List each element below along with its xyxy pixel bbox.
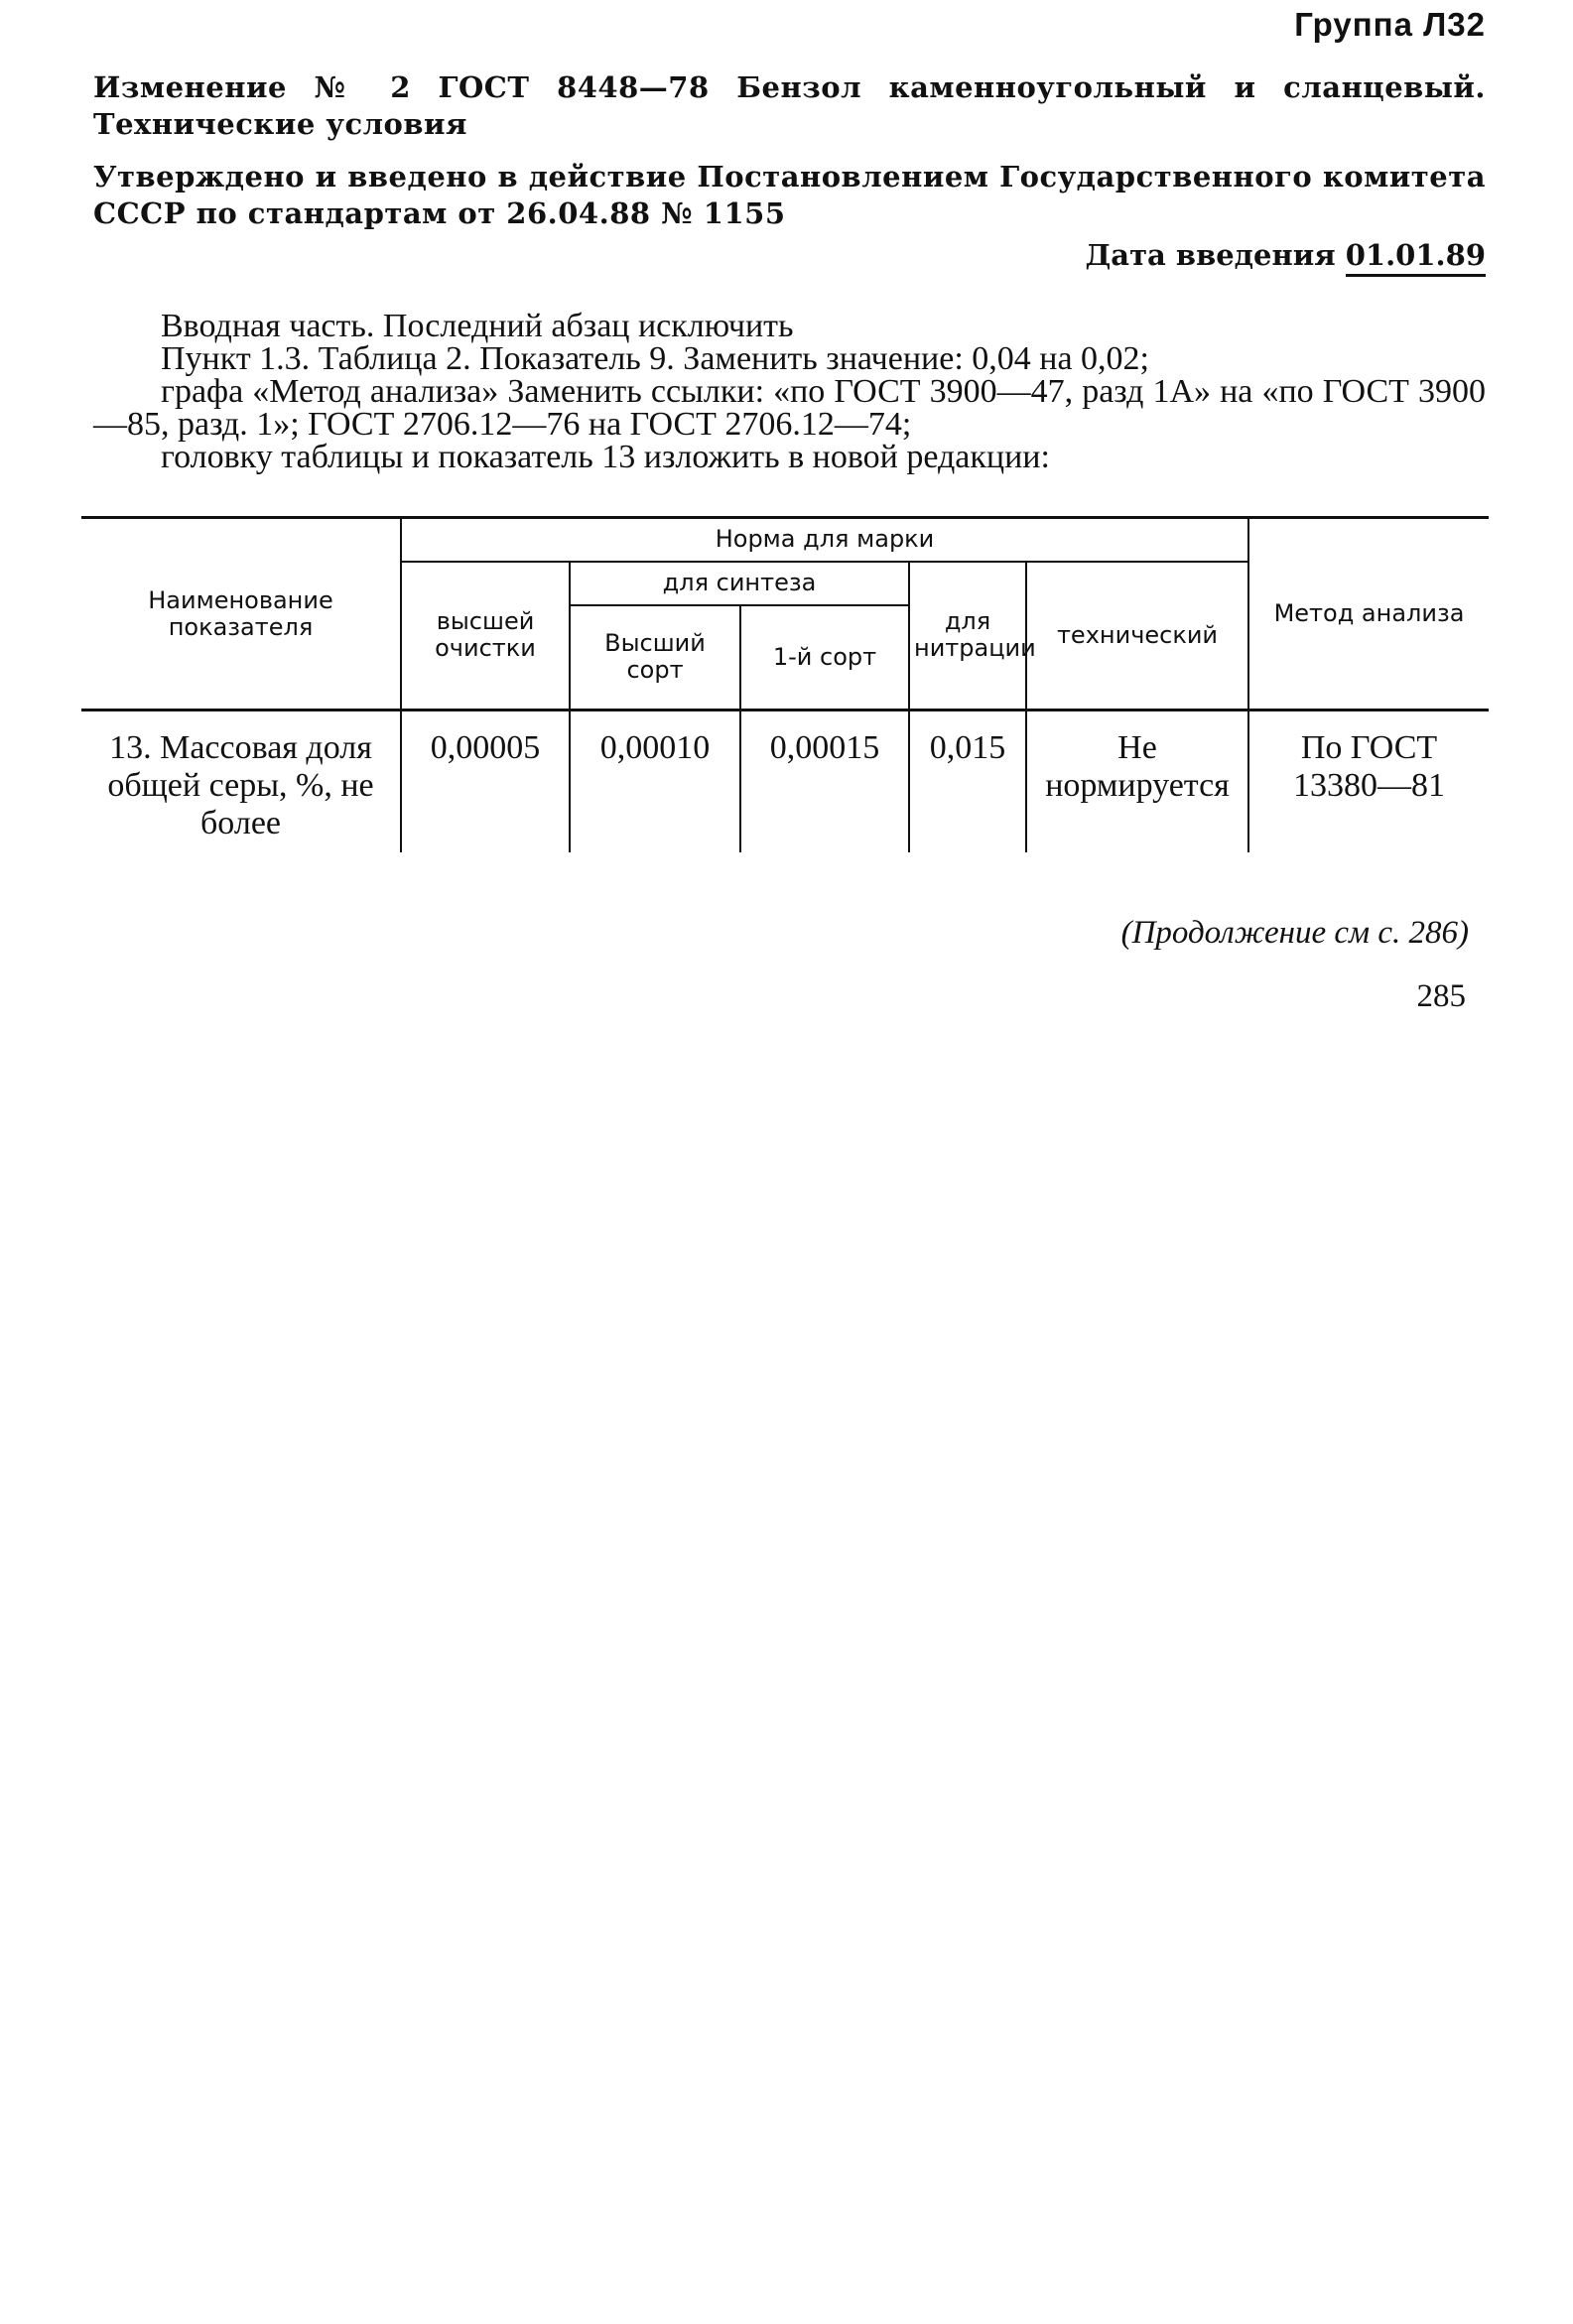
header-highest-grade: Высший сорт (570, 605, 740, 710)
body-paragraph: головку таблицы и показатель 13 изложить в новой редакции: (161, 439, 1050, 475)
body-paragraph: Пункт 1.3. Таблица 2. Показатель 9. Заменить значение: 0,04 на 0,02; (161, 340, 1149, 377)
amendment-title: Изменение № 2 ГОСТ 8448—78 Бензол каменноугольный и сланцевый. Технические условия (93, 70, 1486, 141)
body-paragraph: Вводная часть. Последний абзац исключить (161, 308, 794, 344)
body-paragraph: графа «Метод анализа» Заменить ссылки: «по ГОСТ 3900—47, разд 1А» на «по ГОСТ 3900—85, разд. 1»; ГОСТ 2706.12—76 на ГОСТ 2706.12—74; (93, 373, 1486, 443)
cell-method: По ГОСТ 13380—81 (1248, 710, 1489, 853)
group-code: Группа Л32 (1294, 6, 1486, 43)
specification-table (81, 516, 1489, 852)
cell-technical: Не нормируется (1026, 710, 1248, 853)
header-indicator-name: Наименование показателя (81, 518, 401, 710)
cell-first-grade: 0,00015 (740, 710, 909, 853)
cell-for-nitration: 0,015 (909, 710, 1026, 853)
header-first-grade: 1-й сорт (740, 605, 909, 710)
introduction-date (1086, 238, 1487, 272)
amendment-body (93, 310, 1486, 473)
header-for-nitration: для нитрации (909, 562, 1026, 710)
cell-highest-grade: 0,00010 (570, 710, 740, 853)
date-value: 01.01.89 (1346, 238, 1486, 277)
date-label: Дата введения (1085, 238, 1336, 272)
header-method: Метод анализа (1248, 518, 1489, 710)
table-row (81, 710, 1489, 853)
approval-statement: Утверждено и введено в действие Постановлением Государственного комитета СССР по стандартам от 26.04.88 № 1155 (93, 160, 1486, 230)
header-norm: Норма для марки (401, 518, 1248, 562)
header-technical: технический (1026, 562, 1248, 710)
cell-top-purity: 0,00005 (401, 710, 570, 853)
header-top-purity: высшей очистки (401, 562, 570, 710)
continuation-note: (Продолжение см с. 286) (1120, 915, 1469, 951)
page-number: 285 (1416, 978, 1466, 1014)
header-for-synthesis: для синтеза (570, 562, 909, 605)
cell-indicator-name: 13. Массовая доля общей серы, %, не более (107, 729, 374, 841)
